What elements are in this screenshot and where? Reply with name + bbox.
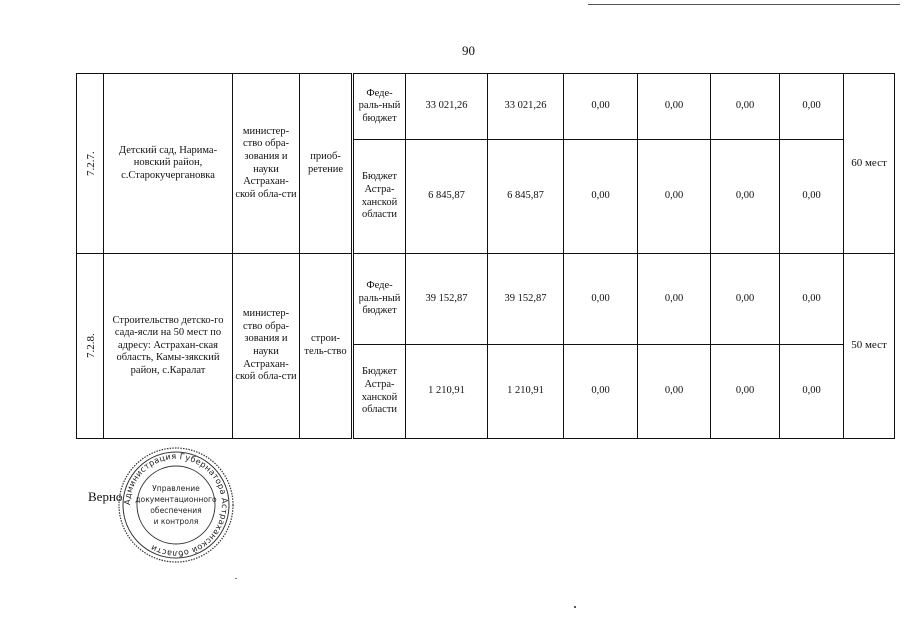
activity-type: приоб-ретение [300,74,353,254]
amount-total: 6 845,87 [406,140,488,254]
amount-year-5: 0,00 [780,74,844,140]
amount-year-3: 0,00 [638,345,711,439]
executor: министер-ство обра-зования и науки Астрахан-ской обла-сти [233,254,300,439]
budget-table [76,73,895,439]
header-rule [588,4,900,5]
object-name: Строительство детско-го сада-ясли на 50 мест по адресу: Астрахан-ская область, Камы-зякский район, с.Каралат [104,254,233,439]
page-number: 90 [462,43,475,58]
scan-speck [574,606,576,608]
amount-year-5: 0,00 [780,345,844,439]
amount-year-2: 0,00 [564,74,638,140]
row-code-cell [77,254,104,439]
result-capacity: 60 мест [844,74,895,254]
svg-text:Администрация Губернатора Астр [122,451,230,559]
stamp-line: обеспечения [150,506,202,515]
object-name: Детский сад, Нарима-новский район, с.Старокучергановка [104,74,233,254]
stamp-ring-text: Администрация Губернатора Астраханской области [121,450,231,560]
official-stamp [116,445,236,565]
amount-year-2: 0,00 [564,345,638,439]
row-code: 7.2.7. [84,150,97,176]
stamp-line: документационного [135,495,217,504]
amount-year-2: 0,00 [564,140,638,254]
amount-total: 1 210,91 [406,345,488,439]
budget-source: Феде-раль-ный бюджет [353,74,406,140]
amount-year-5: 0,00 [780,140,844,254]
budget-source: Феде-раль-ный бюджет [353,254,406,345]
amount-year-1: 6 845,87 [488,140,564,254]
amount-year-3: 0,00 [638,254,711,345]
amount-year-4: 0,00 [711,140,780,254]
amount-total: 39 152,87 [406,254,488,345]
row-code: 7.2.8. [84,333,97,359]
amount-year-3: 0,00 [638,140,711,254]
table-row [77,254,895,345]
amount-year-4: 0,00 [711,254,780,345]
budget-source: Бюджет Астра-ханской области [353,345,406,439]
verified-label: Верно [88,489,123,504]
amount-year-1: 33 021,26 [488,74,564,140]
table-row [77,74,895,140]
amount-year-1: 39 152,87 [488,254,564,345]
row-code-cell [77,74,104,254]
scan-speck [235,578,237,579]
stamp-line: Управление [152,484,200,493]
amount-year-4: 0,00 [711,74,780,140]
amount-year-4: 0,00 [711,345,780,439]
stamp-line: и контроля [153,517,199,526]
budget-source: Бюджет Астра-ханской области [353,140,406,254]
amount-year-5: 0,00 [780,254,844,345]
amount-total: 33 021,26 [406,74,488,140]
amount-year-2: 0,00 [564,254,638,345]
result-capacity: 50 мест [844,254,895,439]
executor: министер-ство обра-зования и науки Астрахан-ской обла-сти [233,74,300,254]
activity-type: строи-тель-ство [300,254,353,439]
amount-year-1: 1 210,91 [488,345,564,439]
amount-year-3: 0,00 [638,74,711,140]
